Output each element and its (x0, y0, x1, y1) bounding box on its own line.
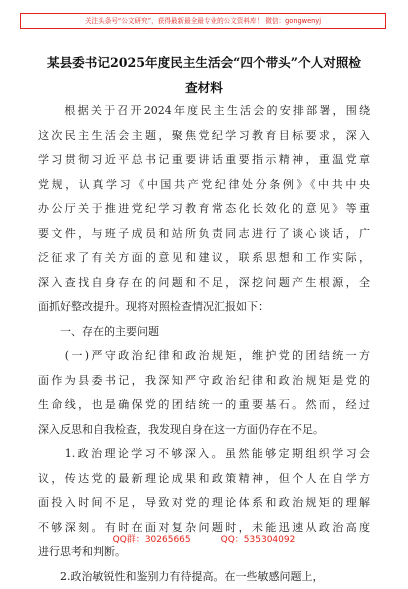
contact-footer (0, 532, 408, 545)
paragraph-line: 泛征求了有关方面的意见和建议，联系思想和工作实际， (38, 246, 370, 271)
section-heading: 一、存在的主要问题 (38, 320, 370, 345)
qq-contact-number: 535304092 (244, 535, 296, 545)
paragraph-line: 根据关于召开2024年度民主生活会的安排部署，围绕 (38, 99, 370, 124)
paragraph-line: 1.政治理论学习不够深入。虽然能够定期组织学习会 (38, 442, 370, 467)
qq-group-label: QQ群： (113, 535, 145, 545)
qq-group-number: 30265665 (145, 535, 191, 545)
paragraph-line: 进行思考和判断。 (38, 540, 370, 565)
document-title-continued: 查材料 (26, 80, 382, 96)
document-title: 某县委书记2025年度民主生活会“四个带头”个人对照检 (26, 55, 382, 71)
paragraph-line: (一)严守政治纪律和政治规矩，维护党的团结统一方 (38, 344, 370, 369)
paragraph-line: 面投入时间不足，导致对党的理论体系和政治规矩的理解 (38, 491, 370, 516)
paragraph-line: 这次民主生活会主题，聚焦党纪学习教育目标要求，深入 (38, 124, 370, 149)
paragraph-line: 深入反思和自我检查，我发现自身在这一方面仍存在不足。 (38, 418, 370, 443)
promo-banner: 关注头条号“公文研究”，获得最新最全最专业的公文资料库！ 微信：gongwenyj (20, 13, 386, 29)
paragraph-line: 2.政治敏锐性和鉴别力有待提高。在一些敏感问题上， (38, 565, 370, 589)
paragraph-line: 要文件，与班子成员和站所负责同志进行了谈心谈话，广 (38, 222, 370, 247)
paragraph-line: 办公厅关于推进党纪学习教育常态化长效化的意见》等重 (38, 197, 370, 222)
paragraph-line: 生命线，也是确保党的团结统一的重要基石。然而，经过 (38, 393, 370, 418)
qq-contact-label: QQ： (221, 535, 244, 545)
qq-contact-info (221, 535, 296, 545)
document-body (38, 99, 370, 589)
paragraph-line: 议，传达党的最新理论成果和政策精神，但个人在自学方 (38, 467, 370, 492)
qq-group-info (113, 535, 191, 545)
paragraph-line: 学习贯彻习近平总书记重要讲话重要指示精神，重温党章 (38, 148, 370, 173)
paragraph-line: 不够深刻。有时在面对复杂问题时，未能迅速从政治高度 (38, 516, 370, 541)
paragraph-line: 面抓好整改提升。现将对照检查情况汇报如下： (38, 295, 370, 320)
paragraph-line: 深入查找自身存在的问题和不足，深挖问题产生根源，全 (38, 271, 370, 296)
paragraph-line: 党规，认真学习《中国共产党纪律处分条例》《中共中央 (38, 173, 370, 198)
paragraph-line: 面作为县委书记，我深知严守政治纪律和政治规矩是党的 (38, 369, 370, 394)
